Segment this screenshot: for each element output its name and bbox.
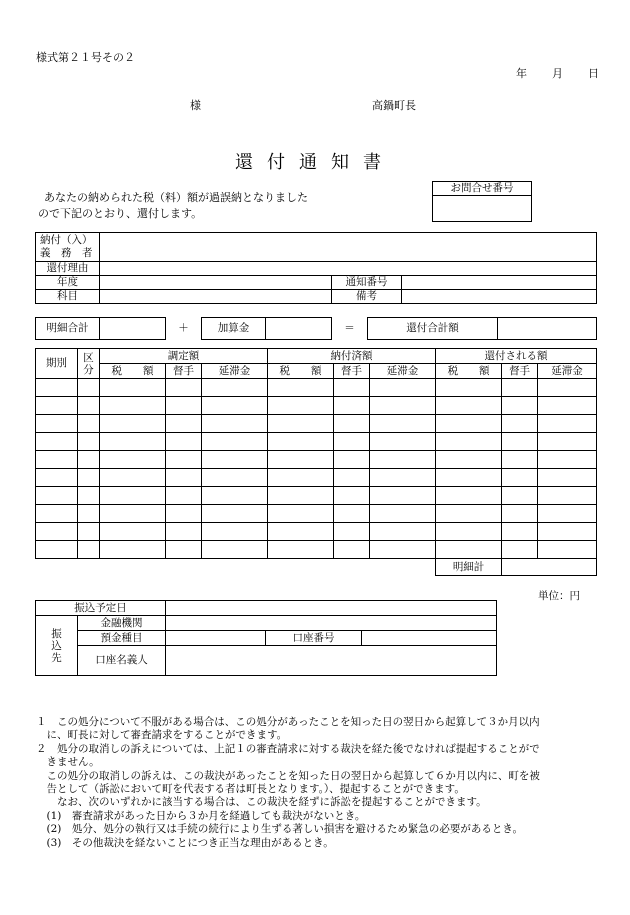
table-cell[interactable] xyxy=(166,379,202,397)
table-cell[interactable] xyxy=(538,451,597,469)
assessed-header: 調定額 xyxy=(100,349,268,364)
details-table xyxy=(35,348,597,576)
table-cell[interactable] xyxy=(202,469,268,487)
table-cell[interactable] xyxy=(36,469,78,487)
table-row xyxy=(36,433,597,451)
table-cell[interactable] xyxy=(100,451,166,469)
transfer-group-text: 振込先 xyxy=(51,627,62,664)
date-month: 月 xyxy=(552,67,563,80)
table-cell[interactable] xyxy=(334,541,370,559)
paid-tax-header: 税 額 xyxy=(268,364,334,379)
table-cell[interactable] xyxy=(436,487,502,505)
table-cell[interactable] xyxy=(538,541,597,559)
table-cell[interactable] xyxy=(370,451,436,469)
table-row xyxy=(36,397,597,415)
intro-line-1: あなたの納められた税（料）額が過誤納となりました xyxy=(44,191,308,204)
note-line: (2) 処分、処分の執行又は手続の続行により生ずる著しい損害を避けるため緊急の必要があるとき。 xyxy=(36,823,523,836)
reason-value[interactable] xyxy=(100,262,597,276)
assessed-late-header: 延滞金 xyxy=(202,364,268,379)
table-cell[interactable] xyxy=(538,505,597,523)
detail-total-value[interactable] xyxy=(100,318,166,340)
table-row xyxy=(36,415,597,433)
plus-sign: ＋ xyxy=(178,322,189,335)
table-cell[interactable] xyxy=(502,487,538,505)
table-cell[interactable] xyxy=(36,415,78,433)
subtotal-spacer xyxy=(36,559,436,576)
table-cell[interactable] xyxy=(166,505,202,523)
paid-late-header: 延滞金 xyxy=(370,364,436,379)
table-cell[interactable] xyxy=(36,505,78,523)
table-cell[interactable] xyxy=(538,469,597,487)
refund-header: 還付される額 xyxy=(436,349,597,364)
table-cell[interactable] xyxy=(166,397,202,415)
table-cell[interactable] xyxy=(436,451,502,469)
intro-line-2: ので下記のとおり、還付します。 xyxy=(38,207,203,220)
table-cell[interactable] xyxy=(36,379,78,397)
note-line: に、町長に対して審査請求をすることができます。 xyxy=(36,729,288,742)
deposit-type-value[interactable] xyxy=(166,631,266,646)
assessed-tax-header: 税 額 xyxy=(100,364,166,379)
table-cell[interactable] xyxy=(100,433,166,451)
table-row xyxy=(36,487,597,505)
table-cell[interactable] xyxy=(502,541,538,559)
table-cell[interactable] xyxy=(502,451,538,469)
table-cell[interactable] xyxy=(334,487,370,505)
detail-total-label: 明細合計 xyxy=(36,318,100,340)
inquiry-value[interactable] xyxy=(433,196,532,222)
table-row xyxy=(36,541,597,559)
refund-total-label: 還付合計額 xyxy=(368,318,498,340)
table-cell[interactable] xyxy=(78,397,100,415)
payer-info-table xyxy=(35,232,597,304)
transfer-date-label: 振込予定日 xyxy=(36,601,166,616)
table-cell[interactable] xyxy=(166,415,202,433)
payer-label xyxy=(36,233,100,262)
table-cell[interactable] xyxy=(436,433,502,451)
table-cell[interactable] xyxy=(166,523,202,541)
payer-label-line-2: 義 務 者 xyxy=(40,247,93,259)
table-cell[interactable] xyxy=(502,469,538,487)
table-cell[interactable] xyxy=(268,451,334,469)
bank-value[interactable] xyxy=(166,616,497,631)
table-cell[interactable] xyxy=(100,469,166,487)
refund-demand-header: 督手 xyxy=(502,364,538,379)
table-cell[interactable] xyxy=(436,523,502,541)
intro-text xyxy=(38,190,338,222)
table-cell[interactable] xyxy=(166,541,202,559)
bank-label: 金融機関 xyxy=(78,616,166,631)
notice-number-label: 通知番号 xyxy=(332,276,402,290)
fiscal-year-label: 年度 xyxy=(36,276,100,290)
table-cell[interactable] xyxy=(370,523,436,541)
table-cell[interactable] xyxy=(436,397,502,415)
account-number-value[interactable] xyxy=(362,631,497,646)
table-cell[interactable] xyxy=(538,379,597,397)
table-cell[interactable] xyxy=(436,415,502,433)
note-line: なお、次のいずれかに該当する場合は、この裁決を経ずに訴訟を提起することができます。 xyxy=(36,796,487,809)
table-cell[interactable] xyxy=(538,397,597,415)
table-cell[interactable] xyxy=(502,505,538,523)
table-cell[interactable] xyxy=(78,379,100,397)
table-cell[interactable] xyxy=(334,523,370,541)
table-cell[interactable] xyxy=(202,505,268,523)
table-cell[interactable] xyxy=(268,523,334,541)
table-cell[interactable] xyxy=(202,397,268,415)
paid-demand-header: 督手 xyxy=(334,364,370,379)
table-cell[interactable] xyxy=(78,469,100,487)
table-row xyxy=(36,505,597,523)
issuer-name: 高鍋町長 xyxy=(372,99,416,112)
table-cell[interactable] xyxy=(370,433,436,451)
table-row xyxy=(36,451,597,469)
table-cell[interactable] xyxy=(538,415,597,433)
remarks-value[interactable] xyxy=(402,290,597,304)
refund-tax-header: 税 額 xyxy=(436,364,502,379)
table-cell[interactable] xyxy=(100,523,166,541)
addressee-honorific: 様 xyxy=(190,99,201,112)
refund-total-value[interactable] xyxy=(498,318,597,340)
unit-label: 単位：円 xyxy=(538,590,580,602)
table-cell[interactable] xyxy=(166,433,202,451)
table-cell[interactable] xyxy=(334,379,370,397)
fiscal-year-value[interactable] xyxy=(100,276,332,290)
table-cell[interactable] xyxy=(334,505,370,523)
table-cell[interactable] xyxy=(202,451,268,469)
table-row xyxy=(36,469,597,487)
table-cell[interactable] xyxy=(334,397,370,415)
table-cell[interactable] xyxy=(334,415,370,433)
note-line: (1) 審査請求があった日から３か月を経過しても裁決がないとき。 xyxy=(36,809,366,822)
table-cell[interactable] xyxy=(334,469,370,487)
table-cell[interactable] xyxy=(202,523,268,541)
table-cell[interactable] xyxy=(502,379,538,397)
transfer-table xyxy=(35,600,497,676)
notice-number-value[interactable] xyxy=(402,276,597,290)
table-cell[interactable] xyxy=(100,541,166,559)
table-cell[interactable] xyxy=(268,433,334,451)
table-cell[interactable] xyxy=(36,487,78,505)
form-number: 様式第２１号その２ xyxy=(36,51,135,64)
inquiry-box xyxy=(432,181,532,222)
table-cell[interactable] xyxy=(166,487,202,505)
table-row xyxy=(36,523,597,541)
table-cell[interactable] xyxy=(36,451,78,469)
table-cell[interactable] xyxy=(502,415,538,433)
note-line: ２ 処分の取消しの訴えについては、上記１の審査請求に対する裁決を経た後でなければ提起することがで xyxy=(36,742,540,755)
table-cell[interactable] xyxy=(36,523,78,541)
table-cell[interactable] xyxy=(538,487,597,505)
table-cell[interactable] xyxy=(78,415,100,433)
account-holder-value[interactable] xyxy=(166,646,497,676)
assessed-demand-header: 督手 xyxy=(166,364,202,379)
table-cell[interactable] xyxy=(78,487,100,505)
subtotal-label: 明細計 xyxy=(436,559,502,576)
table-cell[interactable] xyxy=(370,469,436,487)
table-cell[interactable] xyxy=(334,451,370,469)
table-cell[interactable] xyxy=(436,469,502,487)
inquiry-label: お問合せ番号 xyxy=(433,182,532,196)
table-cell[interactable] xyxy=(268,379,334,397)
table-cell[interactable] xyxy=(78,523,100,541)
table-cell[interactable] xyxy=(502,523,538,541)
table-cell[interactable] xyxy=(100,487,166,505)
division-header-text: 区分 xyxy=(83,351,94,376)
payer-value[interactable] xyxy=(100,233,597,262)
table-cell[interactable] xyxy=(100,379,166,397)
table-cell[interactable] xyxy=(268,415,334,433)
transfer-group-label xyxy=(36,616,78,676)
table-cell[interactable] xyxy=(334,433,370,451)
refund-late-header: 延滞金 xyxy=(538,364,597,379)
table-cell[interactable] xyxy=(268,469,334,487)
paid-header: 納付済額 xyxy=(268,349,436,364)
subtotal-value[interactable] xyxy=(502,559,597,576)
account-number-label: 口座番号 xyxy=(266,631,362,646)
table-cell[interactable] xyxy=(78,541,100,559)
table-cell[interactable] xyxy=(78,451,100,469)
table-cell[interactable] xyxy=(436,541,502,559)
table-cell[interactable] xyxy=(36,433,78,451)
table-cell[interactable] xyxy=(166,451,202,469)
table-cell[interactable] xyxy=(202,379,268,397)
division-header xyxy=(78,349,100,379)
table-cell[interactable] xyxy=(370,379,436,397)
account-holder-label: 口座名義人 xyxy=(78,646,166,676)
table-cell[interactable] xyxy=(36,541,78,559)
table-cell[interactable] xyxy=(436,505,502,523)
date-year: 年 xyxy=(516,67,527,80)
note-line: １ この処分について不服がある場合は、この処分があったことを知った日の翌日から起算して３か月以内 xyxy=(36,716,540,728)
table-cell[interactable] xyxy=(538,433,597,451)
table-cell[interactable] xyxy=(36,397,78,415)
summary-table xyxy=(35,317,597,340)
note-line: きません。 xyxy=(36,756,100,769)
table-cell[interactable] xyxy=(538,523,597,541)
table-cell[interactable] xyxy=(166,469,202,487)
table-cell[interactable] xyxy=(202,415,268,433)
page-title: 還付通知書 xyxy=(235,152,395,173)
table-cell[interactable] xyxy=(370,415,436,433)
deposit-type-label: 預金種目 xyxy=(78,631,166,646)
notes xyxy=(36,716,606,850)
remarks-label: 備考 xyxy=(332,290,402,304)
table-cell[interactable] xyxy=(78,433,100,451)
table-cell[interactable] xyxy=(78,505,100,523)
table-cell[interactable] xyxy=(370,505,436,523)
table-cell[interactable] xyxy=(268,487,334,505)
reason-label: 還付理由 xyxy=(36,262,100,276)
subject-label: 科目 xyxy=(36,290,100,304)
table-cell[interactable] xyxy=(100,415,166,433)
subject-value[interactable] xyxy=(100,290,332,304)
table-cell[interactable] xyxy=(202,541,268,559)
note-line: (3) その他裁決を経ないことにつき正当な理由があるとき。 xyxy=(36,836,334,849)
added-amount-value[interactable] xyxy=(266,318,332,340)
table-cell[interactable] xyxy=(370,541,436,559)
table-cell[interactable] xyxy=(268,505,334,523)
table-cell[interactable] xyxy=(100,505,166,523)
added-amount-label: 加算金 xyxy=(202,318,266,340)
table-cell[interactable] xyxy=(502,433,538,451)
period-header: 期別 xyxy=(36,349,78,379)
transfer-date-value[interactable] xyxy=(166,601,497,616)
table-cell[interactable] xyxy=(268,397,334,415)
table-cell[interactable] xyxy=(268,541,334,559)
table-cell[interactable] xyxy=(202,433,268,451)
note-line: この処分の取消しの訴えは、この裁決があったことを知った日の翌日から起算して６か月以内に、町を被 xyxy=(36,769,540,782)
table-cell[interactable] xyxy=(202,487,268,505)
equals-sign: ＝ xyxy=(344,322,355,335)
payer-label-line-1: 納付（入） xyxy=(40,234,93,246)
table-cell[interactable] xyxy=(370,487,436,505)
table-cell[interactable] xyxy=(370,397,436,415)
date-day: 日 xyxy=(588,67,599,80)
table-row xyxy=(36,379,597,397)
table-cell[interactable] xyxy=(436,379,502,397)
table-cell[interactable] xyxy=(502,397,538,415)
note-line: 告として（訴訟において町を代表する者は町長となります。）、提起することができます。 xyxy=(36,783,465,796)
table-cell[interactable] xyxy=(100,397,166,415)
